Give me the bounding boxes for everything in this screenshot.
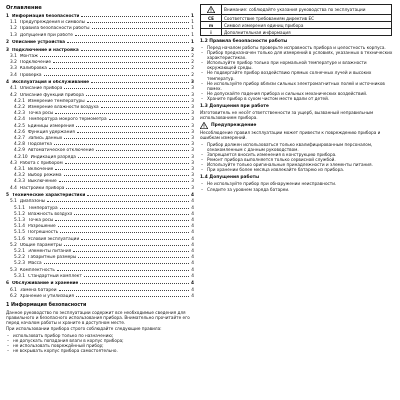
toc-page-number: 4 — [191, 236, 194, 242]
section-title: 1 Информация безопасности — [6, 303, 87, 309]
toc-entry-number: 5.1.3 — [14, 218, 25, 224]
left-column — [6, 4, 194, 396]
toc-entry-number: 4.2.10 — [14, 154, 28, 160]
toc-entry-number: 3.4 — [10, 72, 17, 78]
toc-entry-title: Выбор режима — [27, 173, 62, 179]
toc-leader-dots — [58, 223, 190, 227]
toc-entry-number: 5.2.3 — [14, 261, 25, 267]
toc-entry-number: 5.2.1 — [14, 249, 25, 255]
toc-leader-dots — [55, 110, 189, 114]
toc-entry[interactable] — [6, 72, 194, 78]
toc-leader-dots — [60, 205, 190, 209]
warning-heading — [200, 122, 394, 129]
toc-entry-title: Точка росы — [27, 218, 54, 224]
toc-page-number: 1 — [191, 40, 194, 46]
toc-leader-dots — [78, 254, 189, 258]
toc-page-number: 1 — [191, 20, 194, 26]
toc-entry-number: 1 — [6, 14, 9, 19]
toc-page-number: 2 — [191, 54, 194, 59]
toc-page-number: 3 — [191, 98, 194, 104]
toc-leader-dots — [57, 267, 189, 271]
bullet-item: – Прибор должен использоваться только квалифицированным персоналом, ознакомленным с данным руководством. — [207, 142, 394, 152]
toc-leader-dots — [53, 59, 189, 63]
toc-leader-dots — [66, 185, 189, 189]
symbol-description: Символ измерения единиц прибора — [222, 22, 392, 29]
toc-entry-number: 6.2 — [10, 293, 17, 299]
toc-entry-number: 6 — [6, 281, 9, 287]
toc-entry-number: 4.2 — [10, 92, 17, 98]
toc-entry-title: Подсветка — [27, 142, 53, 148]
toc-page-number: 2 — [191, 60, 194, 66]
toc-entry-number: 3.2 — [10, 60, 17, 66]
toc-page-number: 1 — [191, 26, 194, 32]
toc-page-number: 3 — [191, 92, 194, 98]
toc-leader-dots — [73, 248, 189, 252]
toc-entry-title: Эксплуатация и обслуживание — [12, 80, 90, 86]
toc-entry-title: Температура — [27, 205, 58, 211]
bullet-item: – использовать прибор только по назначению; — [13, 333, 194, 338]
toc-entry[interactable] — [6, 39, 194, 45]
toc-page-number: 4 — [191, 205, 194, 211]
toc-entry-number: 4.2.9 — [14, 148, 25, 154]
toc-page-number: 4 — [191, 255, 194, 261]
toc-entry-number: 4.2.6 — [14, 129, 25, 135]
bullet-item: – Не используйте прибор при обнаружении неисправности. — [207, 181, 394, 186]
toc-leader-dots — [74, 211, 189, 215]
toc-title: Оглавление — [6, 5, 42, 11]
bullet-item: – Используйте прибор только при нормальной температуре и влажности окружающей среды. — [207, 60, 394, 70]
toc-entry-title: Индикация разряда — [30, 154, 76, 160]
bullet-item: – Ремонт прибора выполняется только сервисной службой. — [207, 157, 394, 162]
bullet-item: – не вскрывать корпус прибора самостоятельно. — [13, 348, 194, 353]
toc-entry-number: 3 — [6, 47, 9, 53]
toc-entry[interactable] — [6, 293, 194, 299]
toc-leader-dots — [96, 147, 189, 151]
toc-leader-dots — [55, 217, 189, 221]
toc-page-number: 3 — [191, 117, 194, 123]
toc-page-number: 4 — [191, 242, 194, 248]
toc-page-number: 4 — [191, 224, 194, 230]
toc-leader-dots — [87, 98, 190, 102]
symbol-cell: i — [201, 29, 222, 36]
table-row — [201, 15, 392, 22]
symbol-cell: m — [201, 22, 222, 29]
toc-leader-dots — [75, 32, 189, 36]
toc-leader-dots — [84, 273, 189, 277]
toc-leader-dots — [67, 39, 189, 43]
toc-page-number: 3 — [191, 167, 194, 173]
toc-entry[interactable] — [6, 273, 194, 279]
toc-entry-title: Информация безопасности — [12, 14, 80, 19]
bullet-item: – Не используйте прибор вблизи сильных электромагнитных полей и источников помех. — [207, 81, 394, 91]
toc-entry-number: 4.2.8 — [14, 142, 25, 148]
toc-leader-dots — [60, 229, 189, 233]
toc-leader-dots — [91, 79, 189, 83]
toc-leader-dots — [64, 135, 189, 139]
toc-entry-title: Хранение и утилизация — [19, 293, 74, 299]
toc-entry-title: Температура мокрого термометра — [27, 117, 107, 123]
toc-entry-number: 4.4 — [10, 185, 17, 191]
toc-entry-title: Описание прибора — [19, 86, 63, 92]
toc-leader-dots — [64, 172, 190, 176]
toc-page-number: 4 — [191, 287, 194, 293]
toc-page-number: 2 — [191, 66, 194, 72]
toc-leader-dots — [59, 178, 190, 182]
toc-entry-number: 5.3.1 — [14, 273, 25, 279]
symbols-table — [200, 4, 392, 36]
bullet-item: – Следите за уровнем заряда батареи. — [207, 187, 394, 192]
toc-page-number: 2 — [191, 72, 194, 78]
right-column — [200, 4, 394, 396]
toc-entry-title: Измерение влажности воздуха — [27, 105, 99, 111]
toc-entry-title: Влажность воздуха — [27, 211, 73, 217]
toc-page-number: 4 — [191, 230, 194, 236]
toc-entry-title: Описание функций прибора — [19, 92, 84, 98]
toc-page-number: 4 — [191, 218, 194, 224]
toc-entry-title: Общие параметры — [19, 242, 63, 248]
toc-entry-number: 5.1.2 — [14, 211, 25, 217]
toc-entry-title: Погрешность — [27, 230, 59, 236]
bullet-item: – Запрещается вносить изменения в конструкцию прибора. — [207, 152, 394, 157]
toc-page-number: 4 — [191, 249, 194, 255]
toc-entry-title: Автоматическое отключение — [27, 148, 95, 154]
toc-entry-title: Технические характеристики — [12, 193, 86, 199]
toc-leader-dots — [65, 160, 189, 164]
toc-entry-number: 4.3 — [10, 160, 17, 166]
toc-entry[interactable] — [6, 185, 194, 191]
toc-entry-number: 4.2.5 — [14, 123, 25, 129]
toc-leader-dots — [64, 242, 189, 246]
toc-page-number: 3 — [191, 160, 194, 166]
toc-entry-number: 5.1.6 — [14, 236, 25, 242]
toc-entry-title: Диапазоны — [19, 199, 46, 205]
toc-leader-dots — [109, 116, 190, 120]
toc-entry-number: 4.3.3 — [14, 179, 25, 185]
toc-page-number: 4 — [191, 193, 194, 199]
toc-entry-title: Работа с прибором — [19, 160, 63, 166]
toc-leader-dots — [47, 198, 189, 202]
toc-leader-dots — [54, 141, 189, 145]
toc-leader-dots — [92, 25, 190, 29]
toc-entry-title: Допущения при работе — [19, 32, 73, 38]
bullet-list — [200, 181, 394, 191]
warning-triangle-icon — [201, 5, 222, 15]
symbol-cell: CE — [201, 15, 222, 22]
toc-page-number: 3 — [191, 148, 194, 154]
toc-entry-number: 3.3 — [10, 66, 17, 72]
toc-page-number: 4 — [191, 267, 194, 273]
table-row — [201, 22, 392, 29]
symbol-description: Внимание: соблюдайте указания руководства по эксплуатации — [222, 5, 392, 15]
toc-entry-title: Стандартный комплект — [27, 273, 82, 279]
toc-entry-title: Функция удержания — [27, 129, 75, 135]
toc-entry-title: Калибровка — [19, 66, 47, 72]
table-of-contents — [6, 13, 194, 299]
toc-entry-number: 5 — [6, 193, 9, 199]
toc-page-number: 3 — [191, 173, 194, 179]
toc-page-number: 4 — [191, 293, 194, 299]
toc-entry-title: Проверка — [19, 72, 42, 78]
toc-entry-number: 4.2.4 — [14, 117, 25, 123]
toc-page-number: 3 — [191, 185, 194, 191]
toc-entry-title: Описание устройства — [12, 40, 66, 46]
bullet-item: – не использовать повреждённый прибор; — [13, 343, 194, 348]
toc-entry-number: 5.1 — [10, 199, 17, 205]
toc-entry-title: Габаритные размеры — [27, 255, 77, 261]
toc-entry-title: Включение — [27, 167, 54, 173]
toc-page-number: 3 — [191, 86, 194, 92]
toc-leader-dots — [76, 123, 189, 127]
toc-entry-title: Масса — [27, 261, 42, 267]
toc-entry-title: Выключение — [27, 179, 57, 185]
toc-page-number: 3 — [191, 179, 194, 185]
toc-entry-number: 5.2.2 — [14, 255, 25, 261]
bullet-list — [200, 142, 394, 173]
toc-entry-number: 5.1.1 — [14, 205, 25, 211]
toc-leader-dots — [80, 280, 189, 284]
toc-page-number: 2 — [191, 47, 194, 53]
toc-entry-number: 5.1.4 — [14, 224, 25, 230]
toc-leader-dots — [55, 166, 189, 170]
bullet-item: – Не допускайте падения прибора и сильных механических воздействий. — [207, 91, 394, 96]
toc-entry-title: Замена батареи — [19, 287, 57, 293]
toc-entry-title: Предупреждения и символы — [19, 20, 86, 26]
toc-page-number: 4 — [191, 273, 194, 279]
toc-page-number: 1 — [191, 32, 194, 38]
toc-leader-dots — [81, 47, 189, 51]
toc-entry-number: 3.1 — [10, 54, 17, 59]
toc-entry-number: 6.1 — [10, 287, 17, 293]
toc-page-number: 3 — [191, 142, 194, 148]
toc-page-number: 4 — [191, 281, 194, 287]
toc-page-number: 3 — [191, 154, 194, 160]
toc-entry-number: 4.2.2 — [14, 105, 25, 111]
toc-entry-title: Разрешение — [27, 224, 56, 230]
bullet-item: – не допускать попадания влаги в корпус прибора; — [13, 338, 194, 343]
toc-leader-dots — [77, 129, 189, 133]
toc-leader-dots — [59, 287, 190, 291]
toc-entry-title: Элементы питания — [27, 249, 72, 255]
toc-page-number: 4 — [191, 261, 194, 267]
bullet-item: – Храните прибор в сухом чистом месте вдали от детей. — [207, 96, 394, 101]
toc-entry-number: 5.1.5 — [14, 230, 25, 236]
subsection-intro: Изготовитель не несёт ответственности за ущерб, вызванный неправильным использованием прибора. — [200, 110, 374, 121]
subsection-title: 1.4 Допущения работы — [200, 175, 260, 181]
toc-page-number: 3 — [191, 111, 194, 117]
toc-entry-number: 4 — [6, 80, 9, 86]
subsection-title: 1.2 Правила безопасности работы — [200, 39, 288, 44]
toc-entry-title: Единицы измерения — [27, 123, 75, 129]
toc-leader-dots — [87, 192, 189, 196]
table-row — [201, 5, 392, 15]
toc-entry-title: Подключение и настройка — [12, 47, 79, 53]
warning-triangle-icon — [200, 122, 208, 129]
toc-entry-number: 4.3.1 — [14, 167, 25, 173]
toc-leader-dots — [81, 13, 189, 17]
toc-entry-title: Настройки прибора — [19, 185, 65, 191]
toc-entry-title: Правила безопасности работы — [19, 26, 90, 32]
toc-leader-dots — [101, 104, 190, 108]
subsection-title: 1.3 Допущения при работе — [200, 104, 269, 110]
toc-entry-title: Условия эксплуатации — [27, 236, 80, 242]
toc-leader-dots — [44, 260, 190, 264]
toc-entry-title: Комплектность — [19, 267, 55, 273]
toc-page-number: 3 — [191, 136, 194, 142]
toc-entry-number: 2 — [6, 40, 9, 46]
toc-leader-dots — [81, 236, 189, 240]
table-row — [201, 29, 392, 36]
toc-page-number: 3 — [191, 123, 194, 129]
toc-entry-title: Запись данных — [27, 136, 63, 142]
toc-page-number: 3 — [191, 80, 194, 86]
toc-page-number: 3 — [191, 105, 194, 111]
bullet-item: – Не подвергайте прибор воздействию прямых солнечных лучей и высоких температур. — [207, 70, 394, 80]
toc-leader-dots — [76, 293, 189, 297]
section-note: При использовании прибора строго соблюдайте следующие правила: — [6, 326, 162, 332]
toc-entry-title: Точка росы — [27, 111, 54, 117]
bullet-item: – Используйте только оригинальные принадлежности и элементы питания. — [207, 162, 394, 167]
symbol-description: Соответствие требованиям директив ЕС — [222, 15, 392, 22]
toc-entry-number: 1.3 — [10, 32, 17, 38]
toc-entry-number: 1.2 — [10, 26, 17, 32]
bullet-list — [200, 45, 394, 101]
toc-entry-number: 4.2.7 — [14, 136, 25, 142]
symbol-description: Дополнительная информация — [222, 29, 392, 36]
warning-label: Предупреждение — [211, 123, 257, 129]
toc-entry-number: 4.2.1 — [14, 98, 25, 104]
toc-entry-number: 5.3 — [10, 267, 17, 273]
warning-text: Несоблюдение правил эксплуатации может привести к повреждению прибора и ошибкам измерений. — [200, 130, 381, 141]
toc-entry-title: Монтаж — [19, 54, 38, 59]
toc-leader-dots — [40, 53, 189, 57]
toc-page-number: 1 — [191, 14, 194, 19]
toc-page-number: 4 — [191, 199, 194, 205]
toc-leader-dots — [78, 154, 189, 158]
toc-entry-title: Подключение — [19, 60, 52, 66]
toc-entry[interactable] — [6, 32, 194, 38]
toc-leader-dots — [44, 72, 190, 76]
toc-leader-dots — [64, 85, 189, 89]
toc-entry-number: 4.3.2 — [14, 173, 25, 179]
toc-entry-title: Обслуживание и хранение — [12, 281, 79, 287]
toc-page-number: 4 — [191, 211, 194, 217]
toc-entry-number: 4.1 — [10, 86, 17, 92]
bullet-list — [6, 333, 194, 353]
toc-leader-dots — [87, 19, 189, 23]
toc-entry-number: 1.1 — [10, 20, 17, 26]
bullet-item: – При хранении более месяца извлекайте батарею из прибора. — [207, 167, 394, 172]
toc-entry-title: Измерение температуры — [27, 98, 85, 104]
section-intro: Данное руководство по эксплуатации содержит все необходимые сведения для правильного и безопасного использования прибора. Внимательно прочитайте его перед началом работы и храните в доступном месте. — [6, 309, 190, 325]
bullet-item: – Прибор предназначен только для измерений в условиях, указанных в технических характеристиках. — [207, 50, 394, 60]
toc-page-number: 3 — [191, 129, 194, 135]
toc-leader-dots — [49, 65, 189, 69]
bullet-item: – Перед началом работы проверьте исправность прибора и целостность корпуса. — [207, 45, 394, 50]
toc-entry-number: 4.2.3 — [14, 111, 25, 117]
toc-leader-dots — [86, 92, 189, 96]
toc-entry-number: 5.2 — [10, 242, 17, 248]
